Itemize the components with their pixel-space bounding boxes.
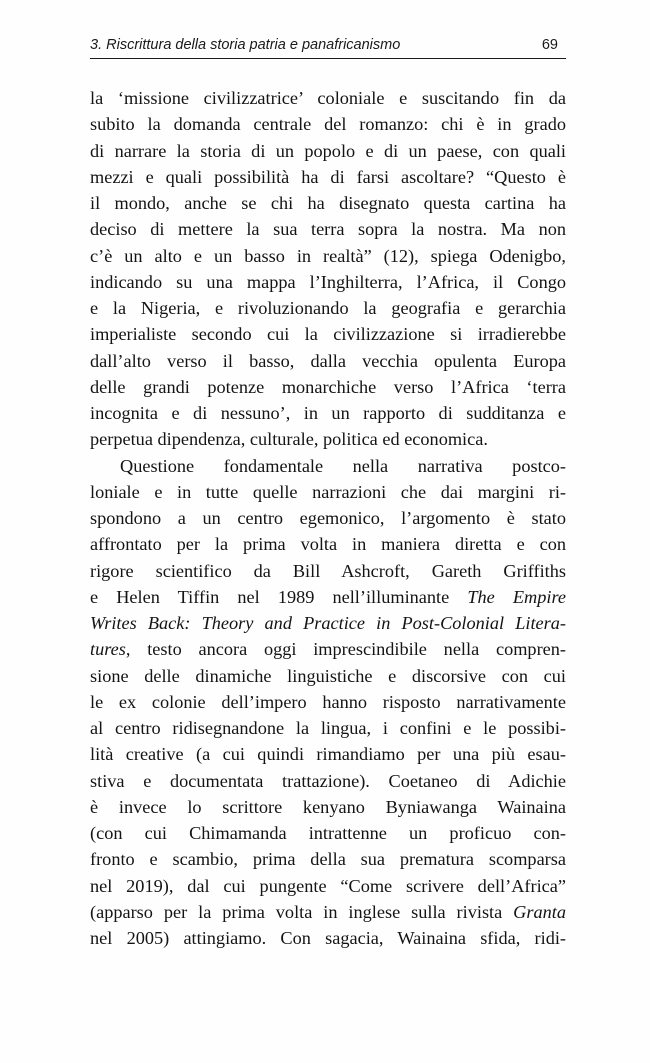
text-line [90,164,566,190]
paragraph [90,85,566,453]
text-line [90,348,566,374]
text-fragment: perpetua dipendenza, culturale, politica ed economica. [90,429,488,450]
text-line [90,243,566,269]
running-head [90,36,566,59]
text-fragment: indicando su una mappa l’Inghilterra, l’Africa, il Congo [90,271,566,292]
text-fragment: e Helen Tiffin nel 1989 nell’illuminante [90,586,468,607]
text-fragment: stiva e documentata trattazione). Coetaneo di Adichie [90,770,566,791]
text-fragment: è invece lo scrittore kenyano Byniawanga Wainaina [90,796,566,817]
text-fragment: fronto e scambio, prima della sua prematura scomparsa [90,849,566,870]
text-fragment: al centro ridisegnandone la lingua, i confini e le possibi- [90,718,566,738]
text-fragment: c’è un alto e un basso in realtà” (12), spiega Odenigbo, [90,245,566,266]
text-line [90,794,566,820]
body-text [90,85,566,951]
text-line [90,374,566,400]
text-line [90,846,566,872]
text-fragment: delle grandi potenze monarchiche verso l’Africa ‘terra [90,376,566,397]
text-line [90,190,566,216]
text-fragment: Questione fondamentale nella narrativa postco- [120,455,566,476]
text-fragment: imperialiste secondo cui la civilizzazione si irradierebbe [90,324,566,345]
text-line [90,453,566,479]
text-fragment: dall’alto verso il basso, dalla vecchia opulenta Europa [90,350,566,371]
text-line [90,741,566,767]
text-fragment: rigore scientifico da Bill Ashcroft, Gareth Griffiths [90,560,566,581]
text-fragment: sione delle dinamiche linguistiche e discorsive con cui [90,665,566,686]
italic-title-fragment: The Empire [467,586,566,607]
text-line [90,505,566,531]
text-line [90,925,566,951]
text-line [90,138,566,164]
chapter-title: 3. Riscrittura della storia patria e panafricanismo [90,37,401,53]
text-line [90,479,566,505]
text-line [90,85,566,111]
text-fragment: lità creative (a cui quindi rimandiamo per una più esau- [90,744,566,765]
text-line [90,636,566,662]
text-line [90,610,566,636]
text-line [90,899,566,925]
text-fragment: affrontato per la prima volta in maniera diretta e con [90,534,566,555]
text-fragment: la ‘missione civilizzatrice’ coloniale e suscitando fin da [90,88,566,108]
text-line [90,531,566,557]
text-line [90,426,566,452]
paragraph [90,453,566,952]
text-line [90,873,566,899]
text-fragment: nel 2019), dal cui pungente “Come scrivere dell’Africa” [90,875,566,896]
text-line [90,558,566,584]
text-fragment: mezzi e quali possibilità ha di farsi ascoltare? “Questo è [90,166,566,187]
text-line [90,663,566,689]
text-fragment: incognita e di nessuno’, in un rapporto di sudditanza e [90,403,566,423]
italic-title-fragment: Writes Back: Theory and Practice in Post-Colonial Litera- [90,613,566,633]
text-line [90,111,566,137]
text-fragment: le ex colonie dell’impero hanno risposto narrativamente [90,691,566,712]
text-fragment: (apparso per la prima volta in inglese sulla rivista [90,901,514,922]
text-fragment: e la Nigeria, e rivoluzionando la geografia e gerarchia [90,298,566,318]
text-line [90,269,566,295]
text-line [90,400,566,426]
text-fragment: subito la domanda centrale del romanzo: chi è in grado [90,114,566,135]
italic-title-fragment: Granta [513,901,566,922]
text-line [90,689,566,715]
text-fragment: di narrare la storia di un popolo e di un paese, con quali [90,140,566,161]
text-line [90,321,566,347]
text-line [90,768,566,794]
text-fragment: nel 2005) attingiamo. Con sagacia, Wainaina sfida, ridi- [90,928,566,948]
text-fragment: il mondo, anche se chi ha disegnato questa cartina ha [90,193,566,213]
text-fragment: (con cui Chimamanda intrattenne un proficuo con- [90,823,566,843]
text-line [90,216,566,242]
text-line [90,715,566,741]
text-line [90,820,566,846]
text-fragment: deciso di mettere la sua terra sopra la nostra. Ma non [90,219,566,240]
text-fragment: spondono a un centro egemonico, l’argomento è stato [90,508,566,528]
page-number: 69 [541,37,558,53]
text-line [90,584,566,610]
text-fragment: , testo ancora oggi imprescindibile nella compren- [125,639,566,660]
text-line [90,295,566,321]
italic-title-fragment: tures [90,639,126,660]
text-fragment: loniale e in tutte quelle narrazioni che dai margini ri- [90,481,566,502]
